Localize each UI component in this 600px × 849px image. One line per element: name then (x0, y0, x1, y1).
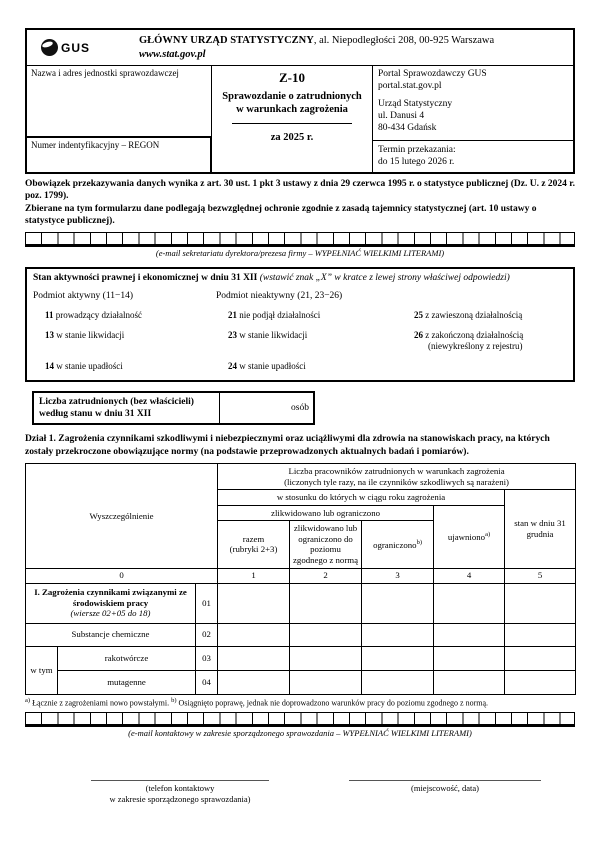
col1-line2: (rubryki 2+3) (229, 544, 278, 555)
cell-04-1[interactable] (218, 670, 290, 694)
cell-04-5[interactable] (505, 670, 576, 694)
section1-heading: Dział 1. Zagrożenia czynnikami szkodliwymi i niebezpiecznymi oraz uciążliwymi dla zdrowia na stanowiskach pracy, na których zostały przekroczone obowiązujące normy (na podstawie przeprowadzonych aktualnych badań i pomiarów). (25, 433, 550, 457)
row-01-label (26, 583, 196, 623)
option-25-label: z zawieszoną działalnością (425, 310, 523, 321)
table-col0-header: Wyszczególnienie (26, 464, 218, 568)
portal-name: Portal Sprawozdawczy GUS (378, 69, 487, 79)
row-04-number: 04 (196, 670, 218, 694)
row-04-label: mutagenne (58, 670, 196, 694)
cell-02-5[interactable] (505, 623, 576, 646)
form-title-divider (232, 123, 352, 124)
inactive-entity-header: Podmiot nieaktywny (21, 23−26) (216, 291, 343, 302)
activity-option-23[interactable] (216, 330, 402, 352)
phone-signature-field[interactable] (91, 780, 269, 805)
deadline-label: Termin przekazania: (378, 145, 456, 155)
option-26-sublabel: (niewykreślony z rejestru) (428, 340, 523, 351)
table-row-04 (26, 670, 576, 694)
table-col4-header (434, 505, 505, 568)
colnum-3: 3 (362, 568, 434, 583)
col3-superscript: b) (416, 538, 422, 546)
org-address (125, 34, 567, 60)
portal-url: portal.stat.gov.pl (378, 81, 442, 92)
table-row-01 (26, 583, 576, 623)
col1-line1: razem (242, 533, 265, 544)
cell-03-4[interactable] (434, 646, 505, 670)
table-row-02 (26, 623, 576, 646)
phone-signature-line (91, 780, 269, 781)
email-contact-input[interactable] (25, 712, 575, 727)
cell-01-3[interactable] (362, 583, 434, 623)
table-year-span-header: w stosunku do których w ciągu roku zagrożenia (218, 490, 505, 506)
span-header-line2: (liczonych tyle razy, na ile czynników szkodliwych są narażeni) (284, 476, 509, 487)
col3-text: ograniczono (373, 539, 417, 550)
option-11-label: prowadzący działalność (55, 310, 142, 321)
employees-count-box (32, 391, 315, 426)
table-span-header (218, 464, 576, 490)
option-13-number: 13 (45, 330, 54, 341)
cell-04-2[interactable] (290, 670, 362, 694)
regon-field[interactable] (27, 136, 212, 172)
table-footnotes (25, 697, 575, 708)
legal-notice (25, 178, 575, 227)
option-24-label: w stanie upadłości (239, 360, 306, 371)
gus-logo (33, 39, 125, 56)
option-13-label: w stanie likwidacji (56, 330, 125, 341)
legal-paragraph-1: Obowiązek przekazywania danych wynika z art. 30 ust. 1 pkt 3 ustawy z dnia 29 czerwca 1995 r. o statystyce publicznej (Dz. U. z 2024 r. poz. 1799). (25, 179, 576, 202)
row-03-number: 03 (196, 646, 218, 670)
activity-status-section (25, 267, 575, 381)
row-02-label: Substancje chemiczne (26, 623, 196, 646)
cell-03-1[interactable] (218, 646, 290, 670)
submission-info-block (373, 66, 573, 172)
gus-logo-icon (41, 39, 58, 56)
option-11-number: 11 (45, 310, 54, 321)
option-14-label: w stanie upadłości (56, 360, 123, 371)
colnum-5: 5 (505, 568, 576, 583)
option-14-number: 14 (45, 360, 54, 371)
footnote-a-marker: a) (25, 696, 31, 704)
employees-count-label: Liczba zatrudnionych (bez właścicieli) według stanu w dniu 31 XII (34, 393, 220, 424)
gus-logo-text: GUS (61, 40, 91, 55)
activity-title-text: Stan aktywności prawnej i ekonomicznej w dniu 31 XII (33, 273, 258, 284)
option-21-number: 21 (228, 310, 237, 321)
cell-01-5[interactable] (505, 583, 576, 623)
email-secretariat-input[interactable] (25, 232, 575, 247)
colnum-2: 2 (290, 568, 362, 583)
row-03-label: rakotwórcze (58, 646, 196, 670)
activity-option-11[interactable] (33, 310, 216, 321)
cell-01-4[interactable] (434, 583, 505, 623)
email-secretariat-caption: (e-mail sekretariatu dyrektora/prezesa firmy – WYPEŁNIAĆ WIELKIMI LITERAMI) (155, 248, 445, 259)
office-name: Urząd Statystyczny (378, 98, 453, 109)
table-col3-header (362, 521, 434, 568)
place-date-signature-field[interactable] (349, 780, 541, 805)
option-23-number: 23 (228, 330, 237, 341)
row-01-title: I. Zagrożenia czynnikami związanymi ze środowiskiem pracy (34, 587, 187, 608)
option-23-label: w stanie likwidacji (239, 330, 308, 341)
activity-option-13[interactable] (33, 330, 216, 352)
colnum-4: 4 (434, 568, 505, 583)
employees-count-input[interactable] (220, 393, 313, 424)
signature-area (25, 780, 575, 805)
form-header (25, 28, 575, 174)
cell-02-4[interactable] (434, 623, 505, 646)
col4-text: ujawniono (447, 531, 486, 542)
cell-02-3[interactable] (362, 623, 434, 646)
activity-option-25[interactable] (402, 310, 567, 321)
header-org-row (27, 30, 573, 66)
phone-caption-line2: w zakresie sporządzonego sprawozdania) (109, 794, 251, 805)
colnum-1: 1 (218, 568, 290, 583)
phone-caption-line1: (telefon kontaktowy (145, 783, 215, 794)
table-reduced-span-header: zlikwidowano lub ograniczono (218, 505, 434, 521)
hazards-table (25, 463, 576, 694)
option-26-number: 26 (414, 330, 423, 341)
column-number-row (26, 568, 576, 583)
form-title: Sprawozdanie o zatrudnionych w warunkach zagrożenia (222, 91, 362, 116)
deadline-value: do 15 lutego 2026 r. (378, 157, 455, 168)
table-col1-header (218, 521, 290, 568)
regon-label: Numer indentyfikacyjny – REGON (31, 140, 160, 150)
cell-03-2[interactable] (290, 646, 362, 670)
activity-option-21[interactable] (216, 310, 402, 321)
cell-04-3[interactable] (362, 670, 434, 694)
option-21-label: nie podjął działalności (239, 310, 321, 321)
cell-01-2[interactable] (290, 583, 362, 623)
row-group-label: w tym (26, 646, 58, 694)
activity-option-24[interactable] (216, 361, 402, 372)
table-row-03 (26, 646, 576, 670)
option-24-number: 24 (228, 360, 237, 371)
cell-01-1[interactable] (218, 583, 290, 623)
deadline-info (373, 140, 573, 172)
employees-unit-label: osób (291, 402, 309, 413)
row-01-subtitle: (wiersze 02+05 do 18) (70, 608, 151, 619)
portal-office-info (373, 66, 573, 140)
colnum-0: 0 (26, 568, 218, 583)
option-26-label: z zakończoną działalnością (425, 330, 524, 341)
option-25-number: 25 (414, 310, 423, 321)
activity-options-grid (33, 291, 567, 371)
activity-status-title (33, 273, 567, 283)
activity-option-14[interactable] (33, 361, 216, 372)
span-header-line1: Liczba pracowników zatrudnionych w warunkach zagrożenia (288, 466, 505, 477)
form-title-block (212, 66, 373, 172)
form-period: za 2025 r. (270, 132, 314, 144)
cell-03-5[interactable] (505, 646, 576, 670)
cell-02-2[interactable] (290, 623, 362, 646)
table-col5-header: stan w dniu 31 grudnia (505, 490, 576, 568)
org-website: www.stat.gov.pl (139, 48, 206, 60)
footnote-b-text: Osiągnięto poprawę, jednak nie doprowadzono warunków pracy do poziomu zgodnego z normą. (176, 698, 489, 708)
place-date-signature-line (349, 780, 541, 781)
activity-title-instruction: (wstawić znak „X” w kratce z lewej strony właściwej odpowiedzi) (259, 273, 510, 284)
cell-04-4[interactable] (434, 670, 505, 694)
cell-02-1[interactable] (218, 623, 290, 646)
form-code: Z-10 (279, 70, 305, 85)
org-address-rest: , al. Niepodległości 208, 00-925 Warszawa (313, 35, 495, 47)
place-date-caption: (miejscowość, data) (411, 783, 479, 794)
legal-paragraph-2: Zbierane na tym formularzu dane podlegają bezwzględnej ochronie zgodnie z zasadą tajemnicy statystycznej (art. 10 ustawy o statystyce publicznej). (25, 203, 537, 227)
footnote-b-marker: b) (171, 696, 177, 704)
org-name: GŁÓWNY URZĄD STATYSTYCZNY (139, 35, 314, 47)
unit-name-field[interactable] (27, 66, 212, 136)
row-01-number: 01 (196, 583, 218, 623)
email-contact-caption: (e-mail kontaktowy w zakresie sporządzonego sprawozdania – WYPEŁNIAĆ WIELKIMI LITERAMI) (128, 728, 472, 739)
unit-name-label: Nazwa i adres jednostki sprawozdawczej (31, 68, 179, 78)
col4-superscript: a) (485, 530, 491, 538)
row-02-number: 02 (196, 623, 218, 646)
office-street: ul. Danusi 4 (378, 111, 425, 122)
footnote-a-text: Łącznie z zagrożeniami nowo powstałymi. (30, 698, 172, 708)
cell-03-3[interactable] (362, 646, 434, 670)
activity-option-26[interactable] (402, 330, 567, 352)
table-col2-header: zlikwidowano lub ograniczono do poziomu zgodnego z normą (290, 521, 362, 568)
active-entity-header: Podmiot aktywny (11−14) (33, 291, 134, 302)
office-city: 80-434 Gdańsk (378, 123, 437, 134)
